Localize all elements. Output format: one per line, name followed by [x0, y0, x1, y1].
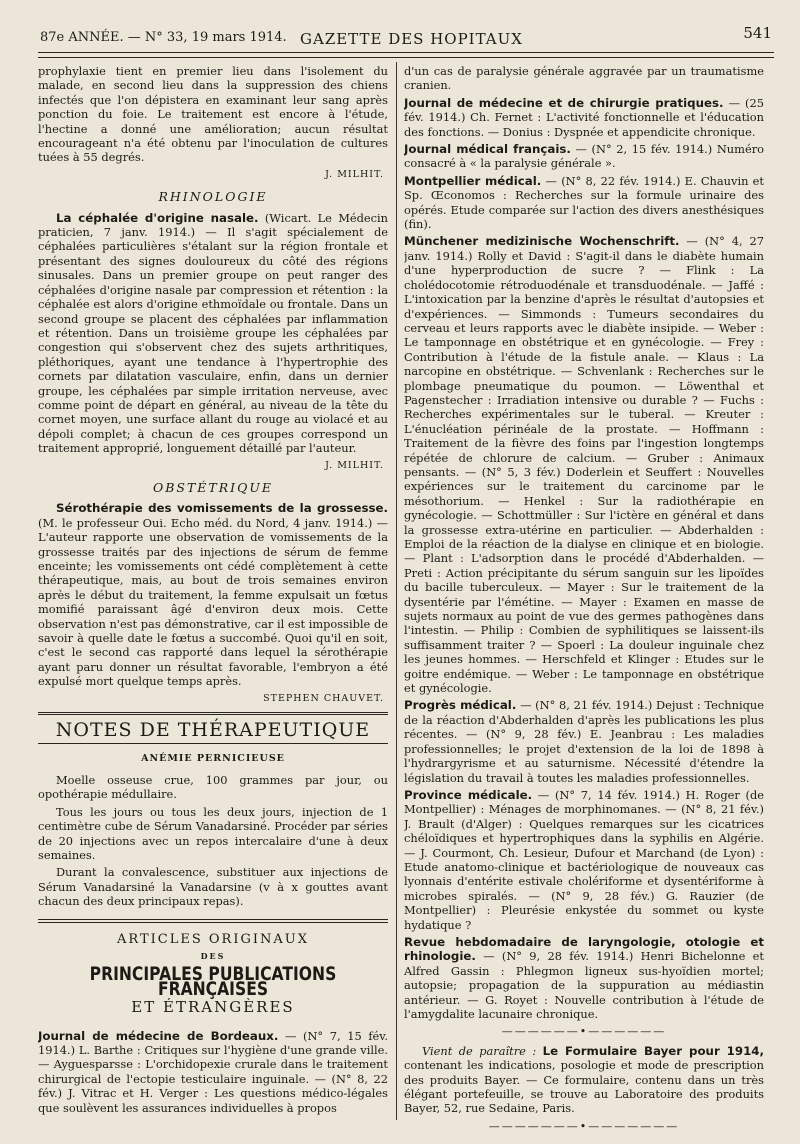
journal-name: Province médicale. — [404, 787, 533, 802]
author-signature: J. MILHIT. — [325, 459, 384, 471]
review-province — [404, 788, 764, 932]
author-signature: STEPHEN CHAUVET. — [263, 692, 384, 704]
author-signature: J. MILHIT. — [325, 168, 384, 180]
left-column — [38, 64, 388, 1128]
continued-text: prophylaxie tient en premier lieu dans l'isolement du malade, en second lieu dans la suppression des chiens infectés que l'on dépistera en examinant leur sang après ponction du foie. Le traitement est encore à l'étude, l'hectine a donné une amélioration; aucun résultat encourageant n'a été obtenu par l'inoculation de cultures tuées à 55 degrés. — [38, 64, 388, 165]
ornament-divider: ———————•——————— — [488, 1119, 680, 1128]
notice-body: contenant les indications, posologie et mode de prescription des produits Bayer. — Ce formulaire, contenu dans un très élégant portefeuille, se trouve au Laboratoire des produits Bayer, 52, rue Sedaine, Paris. — [404, 1058, 764, 1116]
journal-title: GAZETTE DES HOPITAUX — [300, 30, 523, 48]
notice-title: Le Formulaire Bayer pour 1914, — [542, 1043, 764, 1058]
articles-heading-line4: ET ÉTRANGÈRES — [131, 998, 295, 1017]
journal-name: Progrès médical. — [404, 698, 517, 713]
rubric-obstetrique: OBSTÉTRIQUE — [152, 479, 274, 495]
journal-name: Münchener medizinische Wochenschrift. — [404, 234, 680, 249]
review-laryngologie — [404, 935, 764, 1021]
review-munchener — [404, 234, 764, 695]
article-title: Sérothérapie des vomissements de la grossesse. — [56, 501, 388, 516]
article-title: La céphalée d'origine nasale. — [56, 210, 259, 225]
rubric-rhinologie: RHINOLOGIE — [158, 189, 268, 205]
articles-heading-line3: PRINCIPALES PUBLICATIONS FRANÇAISES — [89, 963, 337, 1000]
review-pratiques — [404, 96, 764, 139]
notice-bayer — [404, 1044, 764, 1116]
therapeutics-paragraph: Durant la convalescence, substituer aux injections de Sérum Vanadarsiné la Vanadarsine (v à x gouttes avant chacun des deux principaux repas). — [38, 865, 388, 909]
journal-name: Revue hebdomadaire de laryngologie, otologie et rhinologie. — [404, 934, 764, 964]
review-body: — (N° 2, 15 fév. 1914.) Numéro consacré à « la paralysie générale ». — [404, 142, 764, 171]
review-progres — [404, 698, 764, 784]
article-cephalee — [38, 211, 388, 456]
therapeutics-paragraph: Moelle osseuse crue, 100 grammes par jour, ou opothérapie médullaire. — [38, 772, 388, 802]
header-rule — [38, 52, 774, 58]
review-body: — (N° 4, 27 janv. 1914.) Rolly et David : S'agit-il dans le diabète humain d'une hyperproduction de sucre ? — Flink : La cholédocotomie rétroduodénale et transduodénale. — Jaffé : L'intoxication par la benzine d'après le résultat d'autopsies et d'expériences. — Simmonds : Tumeurs secondaires du cerveau et leurs rapports avec le diabète insipide. — Weber : Le tamponnage en obstétrique et en gynécologie. — Frey : Contribution à l'étude de la fistule anale. — Klaus : La narcopine en obstétrique. — Schvenlank : Recherches sur le plombage pneumatique du poumon. — Löwenthal et Pagenstecher : Irradiation intensive ou durable ? — Fuchs : Recherches expérimentales sur le tuberal. — Kreuter : L'énucléation périnéale de la prostate. — Hoffmann : Traitement de la fièvre des foins par l'ingestion longtemps répétée de chlorure de calcium. — Gruber : Animaux pensants. — (N° 5, 3 fév.) Doderlein et Seuffert : Nouvelles expériences sur le traitement du carcinome par le mésothorium. — Henkel : Sur la radiothérapie en gynécologie. — Schottmüller : Sur l'ictère en général et dans la grossesse extra-utérine en particulier. — Abderhalden : Emploi de la réaction de la dialyse en clinique et en biologie. — Plant : L'adsorption dans le procédé d'Abderhalden. — Preti : Action précipitante du sérum sanguin sur les lipoïdes du bacille tuberculeux. — Mayer : Sur le traitement de la dysentérie par l'émétine. — Mayer : Examen en masse de sujets normaux au point de vue des germes pathogènes dans l'intestin. — Philip : Combien de syphilitiques se laissent-ils suffisamment traiter ? — Spoerl : La douleur inguinale chez les jeunes hommes. — Herschfeld et Klinger : Etudes sur le goitre endémique. — Weber : Le tamponnage en obstétrique et gynécologie. — [404, 234, 764, 696]
review-body: — (N° 7, 15 fév. 1914.) L. Barthe : Critiques sur l'hygiène d'une grande ville. — Ayguesparsse : L'orchidopexie crurale dans le traitement chirurgical de l'ectopie testiculaire inguinale. — (N° 8, 22 fév.) J. Vitrac et H. Verger : Les questions médico-légales que soulèvent les assurances individuelles à propos — [38, 1028, 388, 1115]
therapeutics-subheading: ANÉMIE PERNICIEUSE — [141, 753, 285, 765]
right-column — [404, 64, 764, 1128]
review-body: — (25 fév. 1914.) Ch. Fernet : L'activité fonctionnelle et l'éducation des fonctions. — Donius : Dyspnée et appendicite chronique. — [404, 95, 764, 139]
notice-lead: Vient de paraître : — [422, 1043, 537, 1058]
ornament-divider: ——————•—————— — [501, 1025, 667, 1039]
articles-heading-line1: ARTICLES ORIGINAUX — [117, 931, 309, 947]
review-body: — (N° 9, 28 fév. 1914.) Henri Bichelonne et Alfred Gassin : Phlegmon ligneux sus-hyoïdien mortel; autopsie; propagation de la suppuration au médiastin antérieur. — G. Royet : Nouvelle contribution à l'étude de l'amygdalite lacunaire chronique. — [404, 949, 764, 1021]
articles-heading-line2: DES — [200, 950, 226, 961]
continued-text: d'un cas de paralysie générale aggravée par un traumatisme cranien. — [404, 64, 764, 93]
article-serotherapie — [38, 501, 388, 688]
therapeutics-paragraph: Tous les jours ou tous les deux jours, injection de 1 centimètre cube de Sérum Vanadarsiné. Procéder par séries de 20 injections avec un repos intercalaire d'une à deux semaines. — [38, 804, 388, 862]
journal-name: Montpellier médical. — [404, 173, 542, 188]
issue-line: 87e ANNÉE. — N° 33, 19 mars 1914. — [40, 30, 287, 45]
review-body: — (N° 7, 14 fév. 1914.) H. Roger (de Montpellier) : Ménages de morphinomanes. — (N° 8, 21 fév.) J. Brault (d'Alger) : Quelques remarques sur les cicatrices chéloïdiques et hypertrophiques dans la syphilis en Algérie. — J. Courmont, Ch. Lesieur, Dufour et Marchand (de Lyon) : Etude anatomo-clinique et bactériologique de nouveaux cas lyonnais d'entérite estivale cholériforme et dysentériforme à microbes spiralés. — (N° 9, 28 fév.) G. Rauzier (de Montpellier) : Pleurésie enkystée du sommet ou kyste hydatique ? — [404, 787, 764, 932]
journal-name: Journal de médecine de Bordeaux. — [38, 1028, 279, 1043]
journal-name: Journal de médecine et de chirurgie pratiques. — [404, 95, 724, 110]
article-body: (Wicart. Le Médecin praticien, 7 janv. 1914.) — Il s'agit spécialement de céphalées particulières s'étalant sur la région frontale et présentant des signes douloureux du côté des régions sinusales. Dans un premier groupe on peut ranger des céphalées d'origine nasale par compression et rétention : la céphalée est alors d'origine ethmoïdale ou frontale. Dans un second groupe se placent des céphalées par inflammation et rétention. Dans un troisième groupe les céphalées par congestion qui s'observent chez des sujets arthritiques, pléthoriques, ayant une tendance à l'hypertrophie des cornets par dilatation vasculaire, enfin, dans un dernier groupe, les céphalées par simple irritation nerveuse, avec comme point de départ en général, au niveau de la tête du cornet moyen, une surface allant du rouge au violacé et au dépoli complet; à chacun de ces groupes correspond un traitement approprié, longuement détaillé par l'auteur. — [38, 210, 388, 456]
review-bordeaux — [38, 1029, 388, 1115]
therapeutics-heading: NOTES DE THÉRAPEUTIQUE — [38, 712, 388, 744]
review-body: — (N° 8, 22 fév. 1914.) E. Chauvin et Sp. Œconomos : Recherches sur la formule urinaire des opérés. Etude comparée sur l'action des divers anesthésiques (fin). — [404, 173, 764, 232]
article-body: (M. le professeur Oui. Echo méd. du Nord, 4 janv. 1914.) — L'auteur rapporte une observation de vomissements de la grossesse traités par des injections de sérum de femme enceinte; les vomissements ont cédé complètement à cette thérapeutique, mais, au bout de trois semaines environ après le début du traitement, la femme expulsait un fœtus momifié paraissant âgé d'environ deux mois. Cette observation n'est pas démonstrative, car il est impossible de savoir à quelle date le fœtus a succombé. Quoi qu'il en soit, c'est le second cas rapporté dans lequel la sérothérapie ayant paru donner un résultat favorable, l'embryon a été expulsé mort quelque temps après. — [38, 515, 388, 689]
journal-name: Journal médical français. — [404, 142, 571, 157]
column-divider — [396, 62, 397, 1120]
review-body: — (N° 8, 21 fév. 1914.) Dejust : Technique de la réaction d'Abderhalden d'après les publications les plus récentes. — (N° 9, 28 fév.) E. Jeanbrau : Les maladies professionnelles; le projet d'extension de la loi de 1898 à l'hydrargyrisme et au saturnisme. Nécessité d'étendre la législation du travail à toutes les maladies professionnelles. — [404, 698, 764, 785]
review-montpellier — [404, 174, 764, 232]
page-header — [40, 14, 772, 48]
section-rule — [38, 919, 388, 923]
review-francais — [404, 142, 764, 171]
page-number: 541 — [743, 24, 772, 42]
